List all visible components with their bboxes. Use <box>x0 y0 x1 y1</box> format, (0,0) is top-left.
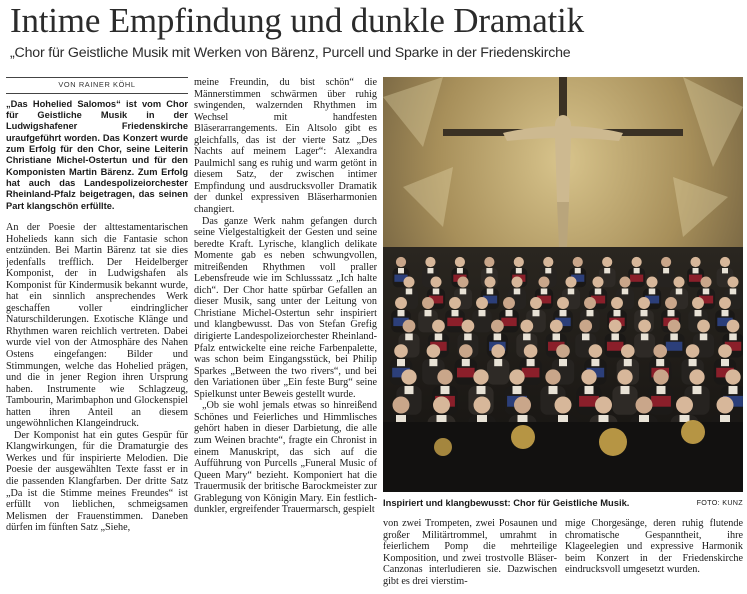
body-paragraph: An der Poesie der alttestamentarischen Hohelieds kann sich die Fantasie schon entzünden. Bei Martin Bärenz tat sie dies jedenfalls trefflich. Der Heidelberger Komponist, der in Ludwigshafen als Komponist für Kindermusik bekannt wurde, hat ein sinnlich ansprechendes Werk geschaffen voller eindringlicher Naturschilderungen. Exotische Klänge und Rhythmen waren reichlich vertreten. Dabei wurde viel von der Atmosphäre des Nahen Ostens eingefangen: Bilder und Stimmungen, welche das Hohelied prägen, und die in jener Region ihren Ursprung haben. Instrumente wie Schlagzeug, Tambourin, Marimbaphon und Glockenspiel hatten ihren Anteil an diesem ungewöhnlichen Klangeindruck. <box>6 221 188 430</box>
caption-text: Inspiriert und klangbewusst: Chor für Geistliche Musik. <box>383 497 630 508</box>
body-paragraph: meine Freundin, du bist schön“ die Männerstimmen schwärmen über ruhig swingenden, walzernden Rhythmen im Wechsel mit handfesten Bläserarrangements. Ein Altsolo gibt es gleichfalls, das ist der vierte Satz „Des Nachts auf meinem Lager“: Alexandra Paulmichl sang es ruhig und warm getönt in diesem Satz, der zwischen intimer Empfindung und ausdrucksvoller Dramatik der dunkel expressiven Bläserharmonien changiert. <box>194 77 377 216</box>
body-paragraph: mige Chorgesänge, deren ruhig flutende chromatische Gespanntheit, ihre Klageelegien und expressive Harmonik beim Konzert in der Friedenskirche eindrucksvoll umgesetzt wurden. <box>565 518 743 576</box>
body-paragraph: „Ob sie wohl jemals etwas so hinreißend Schönes und Feierliches und Himmlisches gehört haben in dieser Darbietung, die alle zum Weinen brachte“, fragte ein Chronist in einem Manuskript, das sich auf die Aufführung von Purcells „Funeral Music of Queen Mary“ bezieht. Komponiert hat die Trauermusik der britische Barockmeister zur Grablegung von Königin Mary. Ein festlich-dunkler, ergreifender Trauermarsch, gespielt <box>194 400 377 516</box>
lead-paragraph: „Das Hohelied Salomos“ ist vom Chor für Geistliche Musik in der Ludwigshafener Friedenskirche uraufgeführt worden. Das Konzert wurde zum Erfolg für den Chor, seine Leiterin Christiane Michel-Ostertun und für den Komponisten Martin Bärenz. Zum Erfolg hat auch das Landespolizeiorchester Rheinland-Pfalz beigetragen, das seinen Part klangschön erfüllte. <box>6 98 188 211</box>
choir-illustration <box>383 77 743 492</box>
article-column-1 <box>6 77 188 592</box>
headline: Intime Empfindung und dunkle Dramatik <box>10 1 584 40</box>
photo-caption <box>383 495 743 511</box>
choir-photo <box>383 77 743 492</box>
orchestra-foreground <box>383 420 743 492</box>
body-paragraph: Das ganze Werk nahm gefangen durch seine Vielgestaltigkeit der Gesten und seine beredte Kraft. Lyrische, klanglich delikate Momente gab es neben schwungvollen, mitreißenden Rhythmen voll praller Lebensfreude wie im Schlusssatz „Ich halte dich“. Der Chor hatte spürbar Gefallen an dieser Musik, sang unter der Leitung von Christiane Michel-Ostertun sehr inspiriert und klangbewusst. Das von Stefan Grefig dirigierte Landespolizeiorchester Rheinland-Pfalz entwickelte eine reiche Farbenpalette, was schon beim Eingangsstück, bei Philip Sparkes „Between the two rivers“, und bei den Variationen über „Ein feste Burg“ seine Spielkunst unter Beweis gestellt wurde. <box>194 215 377 400</box>
body-paragraph: von zwei Trompeten, zwei Posaunen und großer Militärtrommel, umrahmt in feierlichem Pomp die mehrteilige Komposition, und zwei trostvolle Bläser-Canzonas interludieren sie. Dazwischen gibt es drei vierstim- <box>383 518 557 587</box>
article-column-3 <box>383 518 557 592</box>
article-column-2 <box>194 77 377 592</box>
photo-credit: FOTO: KUNZ <box>696 498 743 507</box>
body-paragraph: Der Komponist hat ein gutes Gespür für Klangwirkungen, für die Dramaturgie des Werkes und für inspirierte Melodien. Die Poesie der ausgewählten Texte fasst er in die passenden Klangfarben. Der dritte Satz „Da ist die Stimme meines Freundes“ ist erfüllt von lieblichen, schmeigsamen Melismen der Frauenstimmen. Daneben dürfen im fünften Satz „Siehe, <box>6 429 188 534</box>
byline: VON RAINER KÖHL <box>6 77 188 94</box>
article-column-4 <box>565 518 743 592</box>
subheadline: „Chor für Geistliche Musik mit Werken von Bärenz, Purcell und Sparke in der Friedenskirche <box>10 45 571 61</box>
